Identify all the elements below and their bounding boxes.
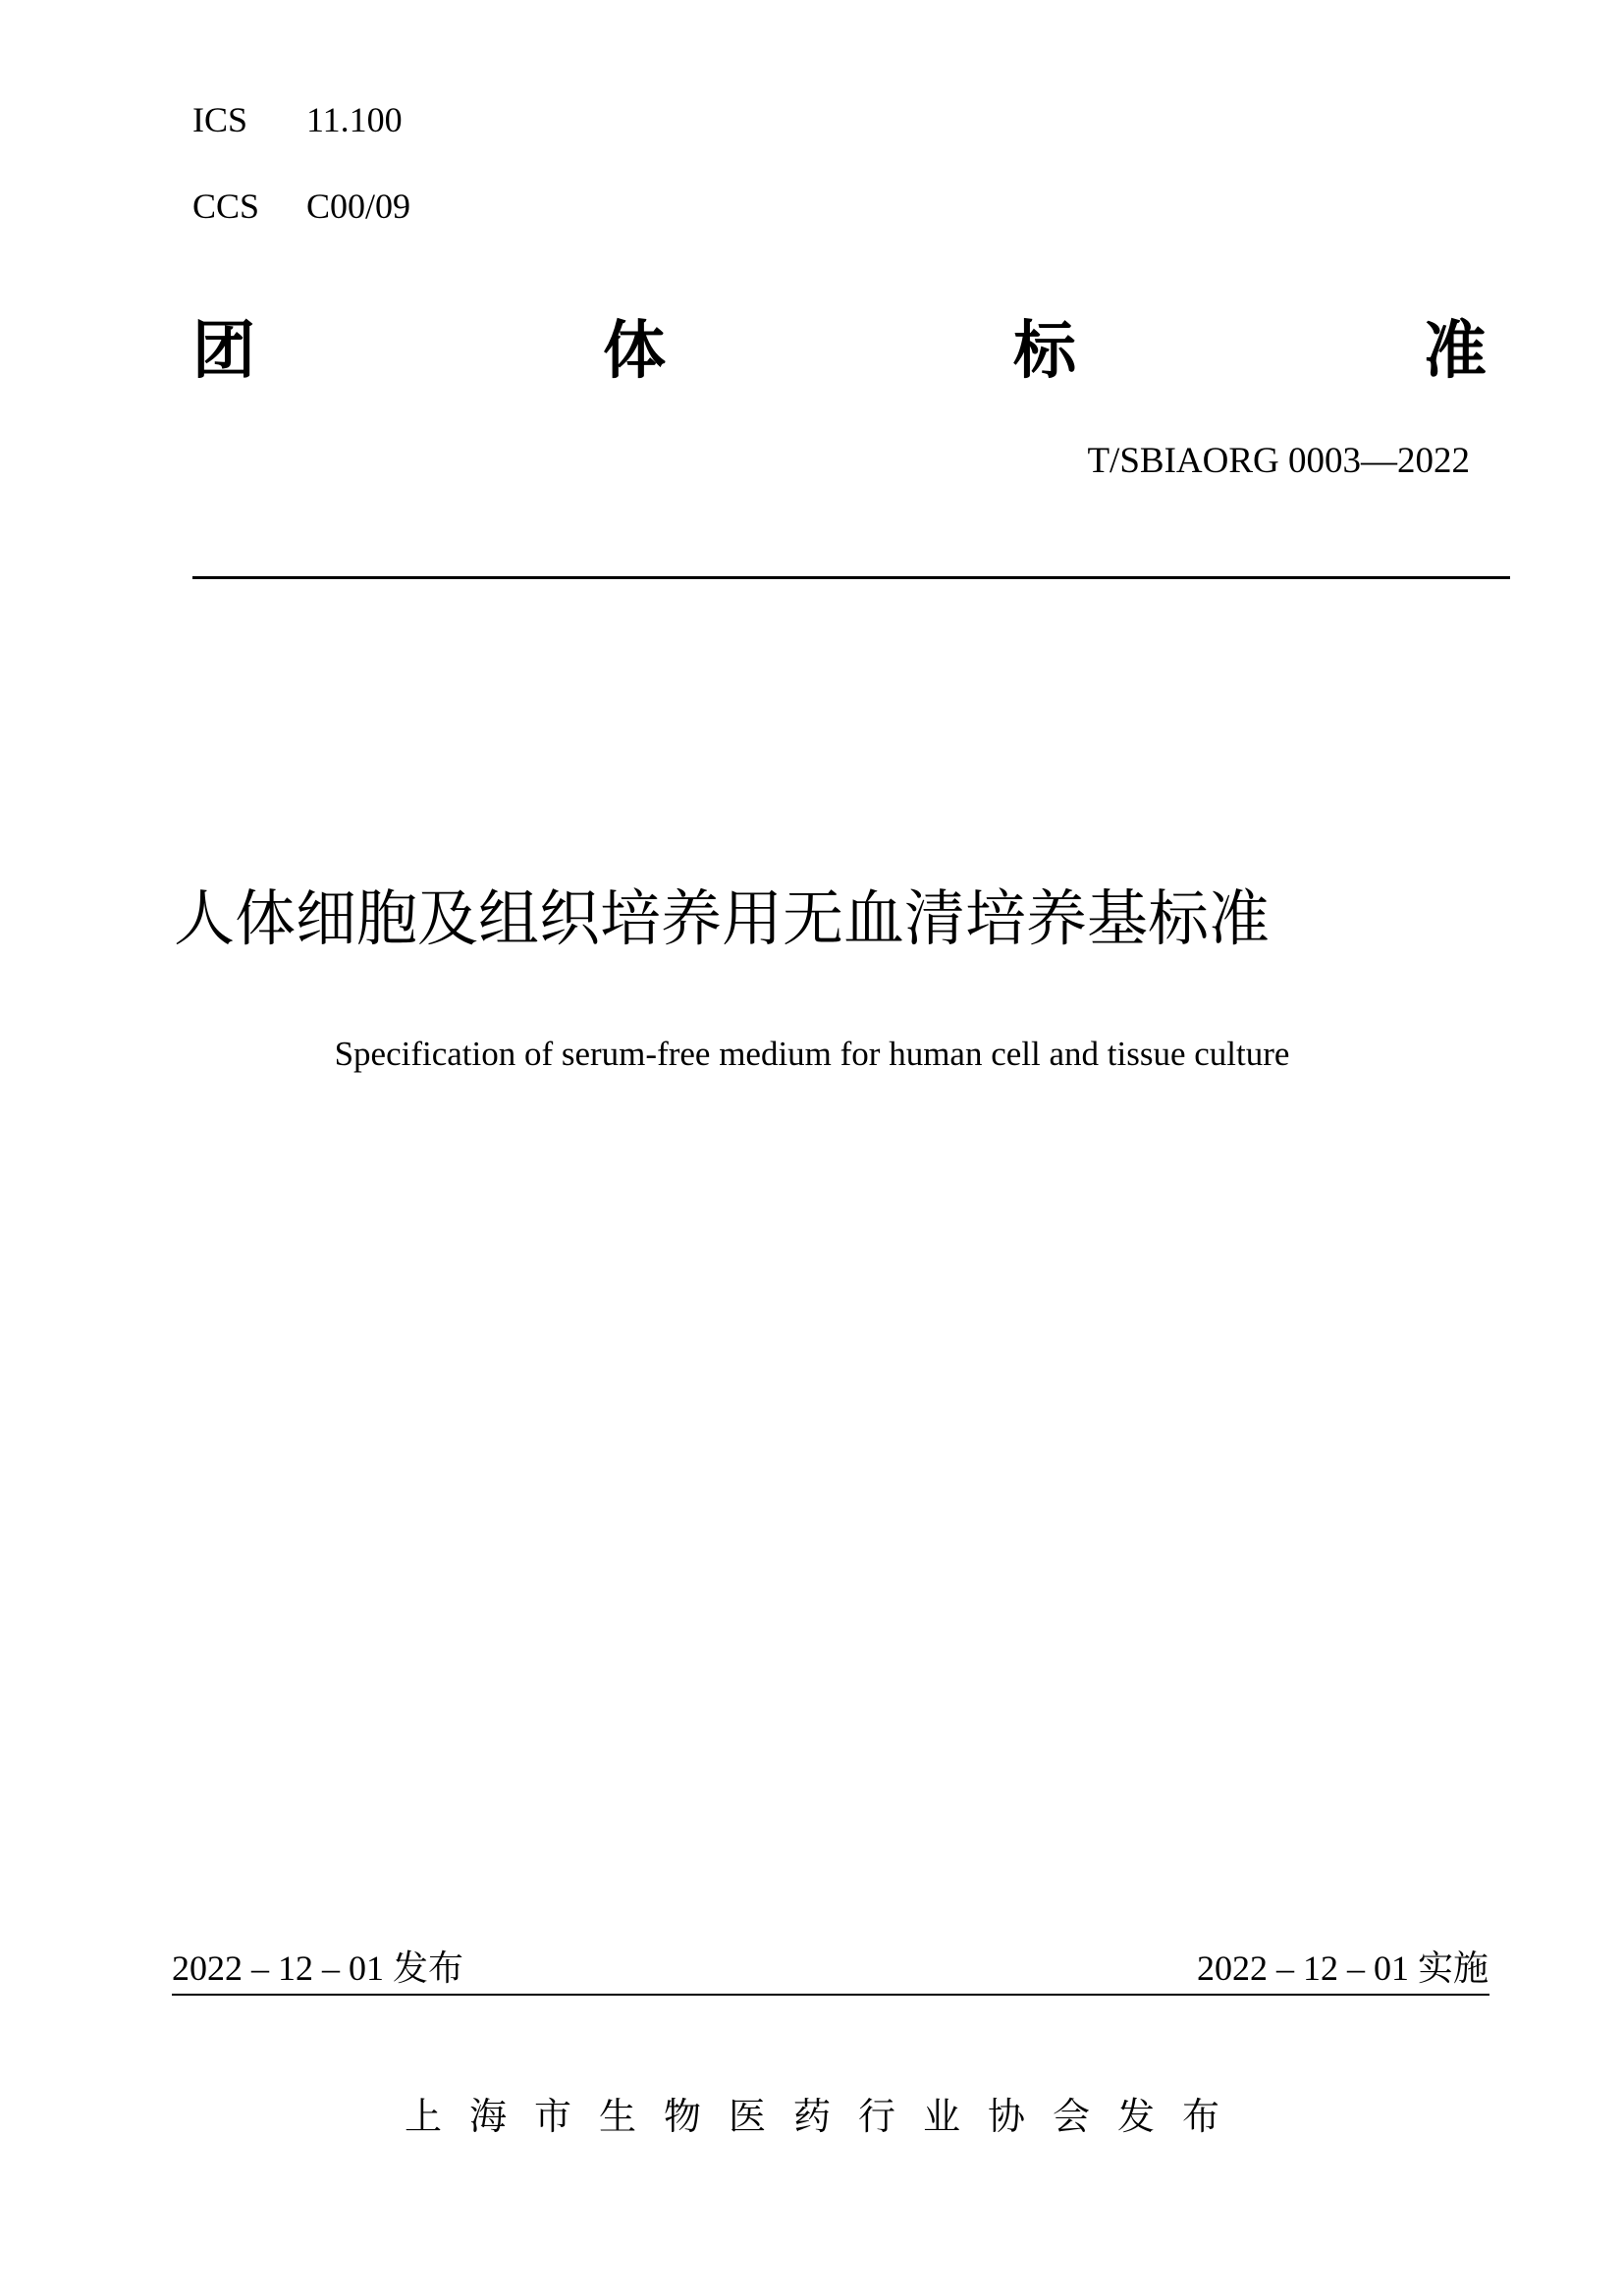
standard-type-heading: [192, 312, 1487, 391]
issue-date-word: 发布: [393, 1949, 464, 1989]
implementation-date-word: 实施: [1417, 1949, 1489, 1989]
ccs-value: C00/09: [306, 187, 411, 226]
standard-type-char: 标: [1013, 315, 1076, 388]
standard-type-char: 团: [192, 315, 255, 388]
standard-type-char: 准: [1424, 315, 1487, 388]
ics-value: 11.100: [306, 100, 403, 139]
footer-divider: [172, 1994, 1489, 1996]
header-divider: [192, 576, 1510, 579]
ccs-label: CCS: [192, 187, 260, 226]
document-title-english: Specification of serum-free medium for human cell and tissue culture: [334, 1035, 1290, 1073]
ics-label: ICS: [192, 100, 248, 139]
standard-type-char: 体: [603, 315, 666, 388]
publisher-line: 上海市生物医药行业协会发布: [404, 2095, 1247, 2138]
implementation-date-value: 2022 – 12 – 01: [1196, 1949, 1409, 1988]
standard-number: T/SBIAORG 0003—2022: [1087, 441, 1470, 481]
implementation-date: [1197, 1947, 1489, 1991]
issue-date: [172, 1947, 463, 1991]
ics-code: [192, 100, 403, 139]
document-title-chinese: 人体细胞及组织培养用无血清培养基标准: [174, 882, 1271, 954]
ccs-code: [192, 187, 410, 226]
issue-date-value: 2022 – 12 – 01: [172, 1949, 384, 1988]
